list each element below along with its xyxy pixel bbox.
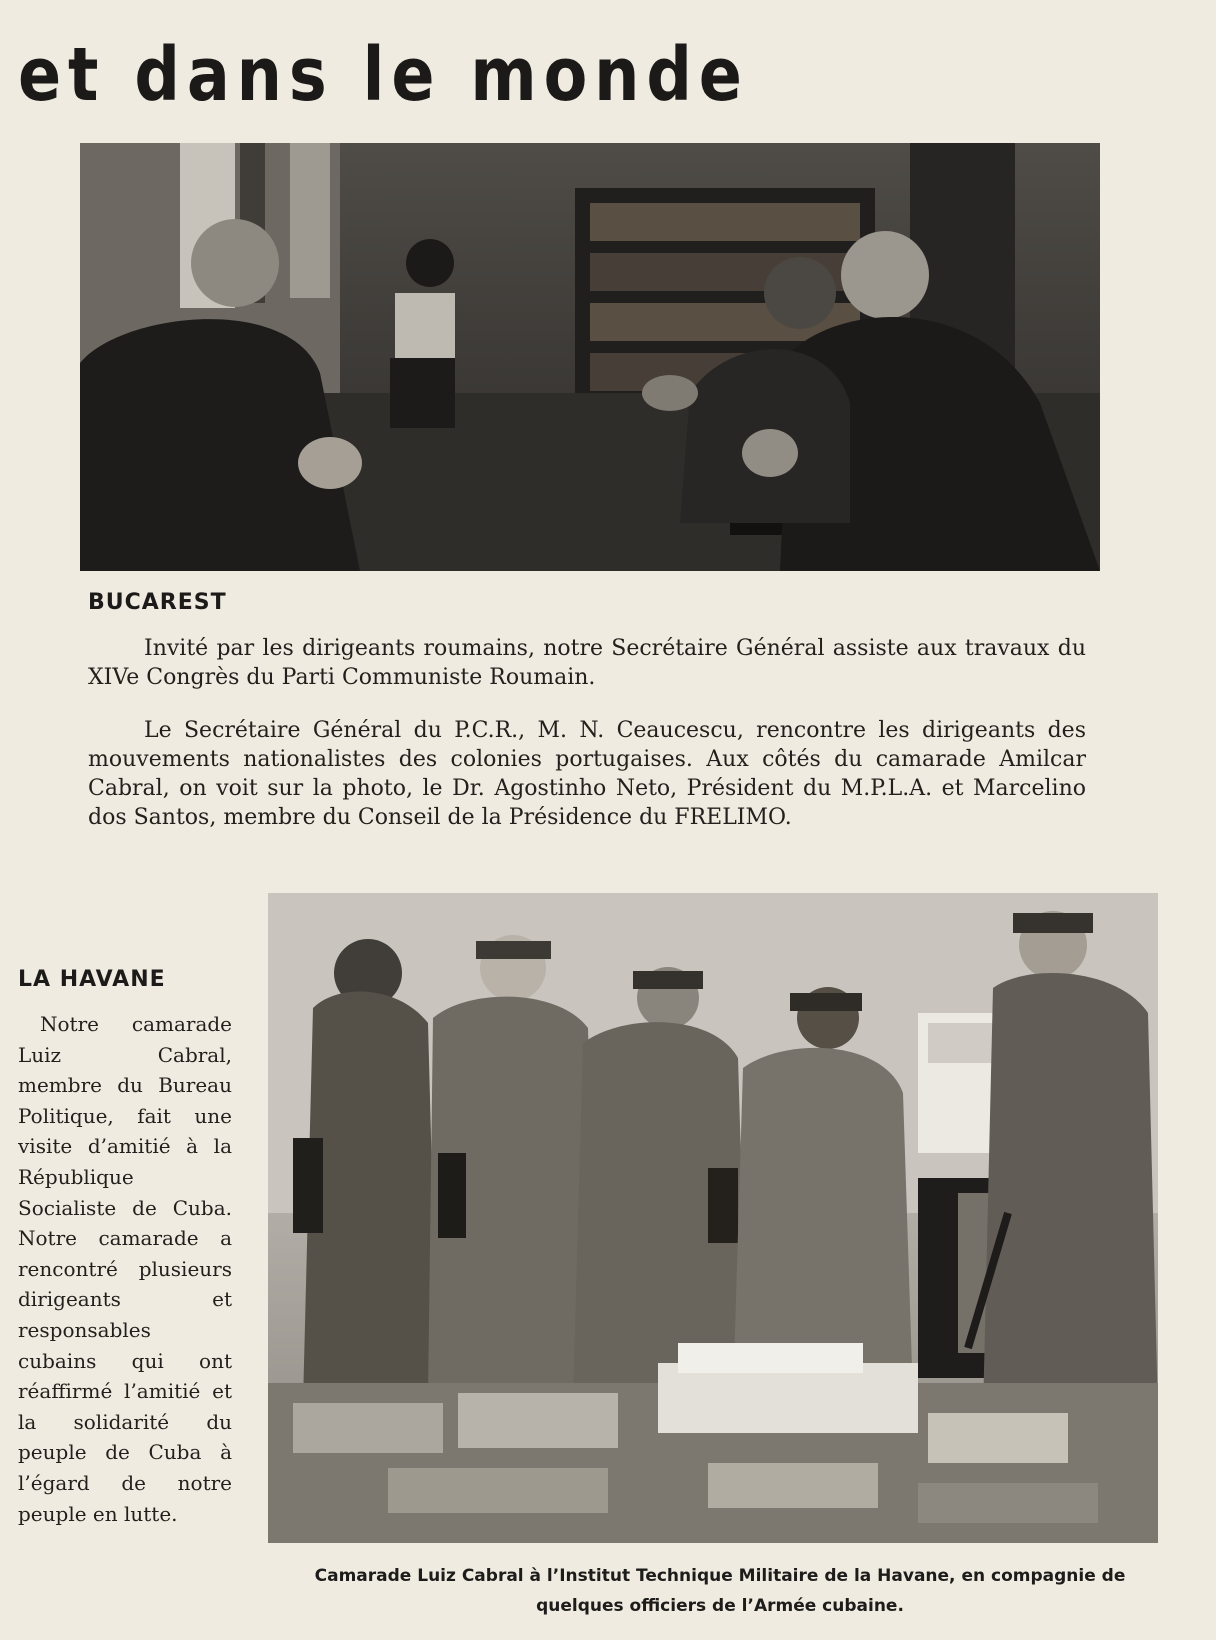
havane-military-photo xyxy=(268,893,1158,1543)
bucarest-meeting-photo-illustration xyxy=(80,143,1100,571)
section-title-havane: LA HAVANE xyxy=(18,967,166,992)
havane-photo-caption: Camarade Luiz Cabral à l’Institut Technique Militaire de la Havane, en compagnie de quelques officiers de l’Armée cubaine. xyxy=(314,1566,1126,1616)
bucarest-meeting-photo xyxy=(80,143,1100,571)
havane-military-photo-illustration xyxy=(268,893,1158,1543)
bucarest-paragraph-1: Invité par les dirigeants roumains, notre Secrétaire Général assiste aux travaux du XIVe Congrès du Parti Communiste Roumain. xyxy=(88,636,1086,690)
section-title-bucarest: BUCAREST xyxy=(88,590,227,615)
havane-paragraph: Notre camarade Luiz Cabral, membre du Bureau Politique, fait une visite d’amitié à la République Socialiste de Cuba. Notre camarade a rencontré plusieurs dirigeants et responsables cubains qui ont réaffirmé l’amitié et la solidarité du peuple de Cuba à l’égard de notre peuple en lutte. xyxy=(18,1012,232,1526)
page-headline: et dans le monde xyxy=(18,32,749,118)
bucarest-paragraph-2: Le Secrétaire Général du P.C.R., M. N. Ceaucescu, rencontre les dirigeants des mouvements nationalistes des colonies portugaises. Aux côtés du camarade Amilcar Cabral, on voit sur la photo, le Dr. Agostinho Neto, Président du M.P.L.A. et Marcelino dos Santos, membre du Conseil de la Présidence du FRELIMO. xyxy=(88,718,1086,830)
